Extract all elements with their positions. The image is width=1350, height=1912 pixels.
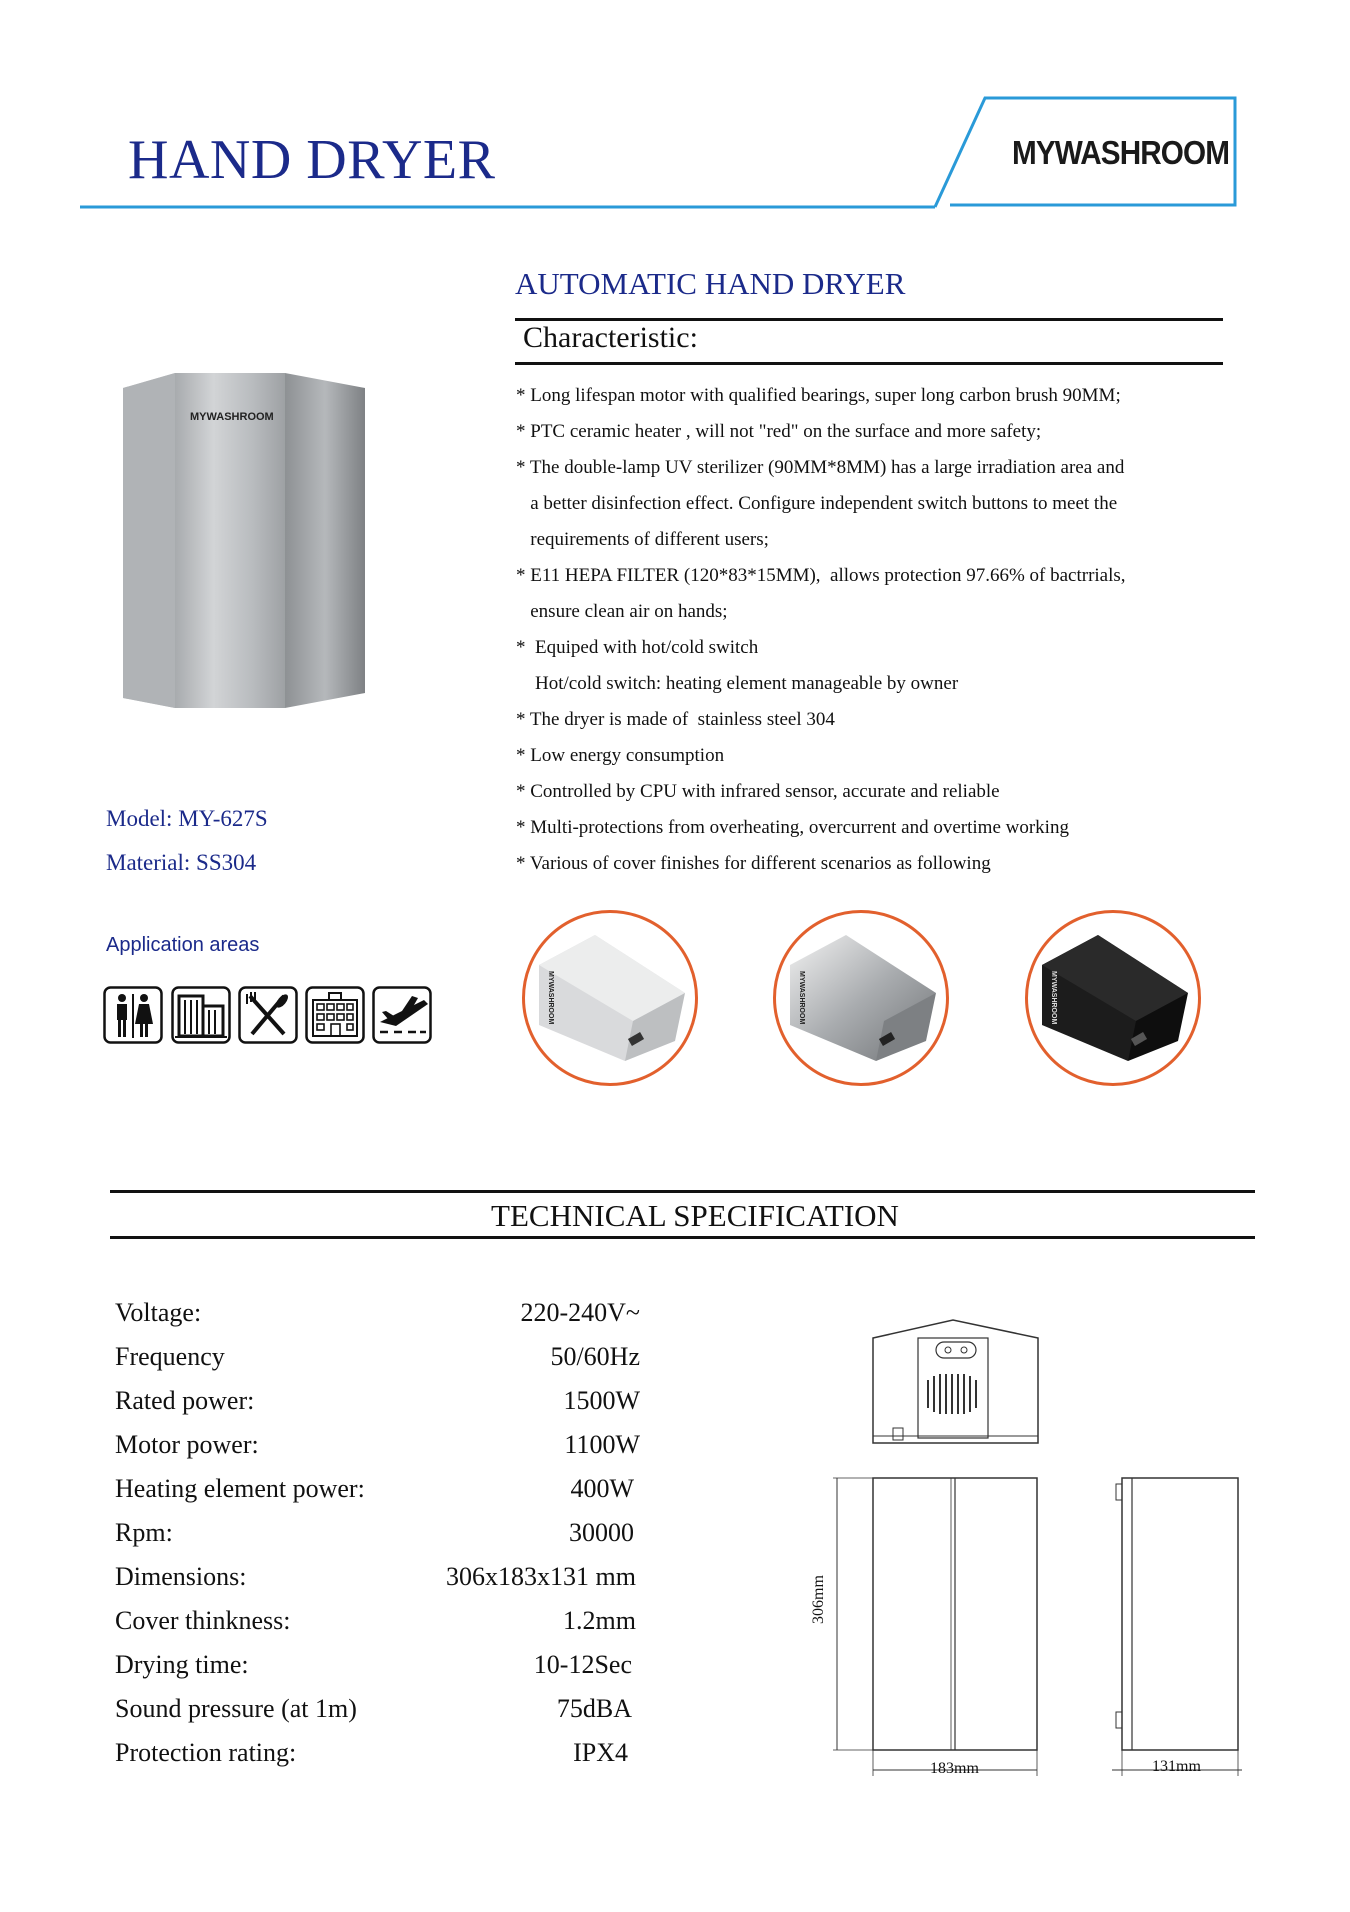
front-view-drawing: [815, 1470, 1045, 1782]
feature-item: * Various of cover finishes for different scenarios as following: [516, 853, 991, 874]
characteristic-heading: Characteristic:: [523, 321, 698, 354]
brand-logo: MYWASHROOM: [1012, 134, 1230, 171]
spec-label: Sound pressure (at 1m): [115, 1694, 357, 1723]
restroom-icon: [103, 986, 163, 1044]
spec-value: 1100W: [564, 1430, 640, 1459]
feature-item: * The dryer is made of stainless steel 304: [516, 709, 835, 730]
feature-item: Hot/cold switch: heating element manageable by owner: [516, 673, 959, 694]
feature-item: * Multi-protections from overheating, overcurrent and overtime working: [516, 817, 1069, 838]
variant-stainless: [773, 910, 949, 1086]
divider-bottom: [515, 362, 1223, 365]
feature-item: * PTC ceramic heater , will not "red" on the surface and more safety;: [516, 421, 1042, 442]
application-areas-label: Application areas: [106, 934, 260, 956]
spec-label: Cover thinkness:: [115, 1606, 291, 1635]
spec-label: Motor power:: [115, 1430, 259, 1459]
spec-label: Rpm:: [115, 1518, 173, 1547]
feature-item: * E11 HEPA FILTER (120*83*15MM), allows protection 97.66% of bactrrials,: [516, 565, 1126, 586]
airport-icon: [372, 986, 432, 1044]
side-view-drawing: [1110, 1470, 1245, 1782]
variant-brand-text: MYWASHROOM: [547, 971, 554, 1025]
spec-value: 50/60Hz: [550, 1342, 640, 1371]
spec-value: 400W: [570, 1474, 634, 1503]
feature-item: ensure clean air on hands;: [516, 601, 728, 622]
depth-dimension: 131mm: [1152, 1758, 1201, 1775]
feature-item: * Low energy consumption: [516, 745, 725, 766]
variant-white: [522, 910, 698, 1086]
spec-label: Frequency: [115, 1342, 225, 1371]
feature-item: * Equiped with hot/cold switch: [516, 637, 759, 658]
restaurant-icon: [238, 986, 298, 1044]
spec-value: 75dBA: [556, 1694, 632, 1723]
header-lines: [0, 0, 1350, 230]
feature-item: * Controlled by CPU with infrared sensor, accurate and reliable: [516, 781, 1000, 802]
spec-value: IPX4: [573, 1738, 628, 1767]
page-title: HAND DRYER: [128, 129, 496, 191]
image-brand-text: MYWASHROOM: [190, 411, 274, 423]
feature-item: requirements of different users;: [516, 529, 769, 550]
tech-divider-top: [110, 1190, 1255, 1193]
variant-brand-text: MYWASHROOM: [1050, 971, 1057, 1025]
feature-item: * The double-lamp UV sterilizer (90MM*8MM) has a large irradiation area and: [516, 457, 1125, 478]
feature-item: * Long lifespan motor with qualified bearings, super long carbon brush 90MM;: [516, 385, 1121, 406]
spec-value: 30000: [569, 1518, 634, 1547]
spec-value: 220-240V~: [520, 1298, 640, 1327]
height-dimension: 306mm: [810, 1575, 827, 1624]
variant-brand-text: MYWASHROOM: [798, 971, 805, 1025]
spec-label: Rated power:: [115, 1386, 255, 1415]
width-dimension: 183mm: [930, 1760, 979, 1777]
spec-label: Drying time:: [115, 1650, 249, 1679]
spec-label: Heating element power:: [115, 1474, 365, 1503]
feature-list: [516, 378, 1216, 882]
top-view-drawing: [868, 1318, 1048, 1446]
hotel-icon: [305, 986, 365, 1044]
material-label: Material: SS304: [106, 850, 257, 875]
feature-item: a better disinfection effect. Configure independent switch buttons to meet the: [516, 493, 1118, 514]
spec-label: Voltage:: [115, 1298, 202, 1327]
tech-divider-bottom: [110, 1236, 1255, 1239]
model-label: Model: MY-627S: [106, 806, 268, 831]
product-subtitle: AUTOMATIC HAND DRYER: [515, 266, 906, 301]
spec-value: 1.2mm: [563, 1606, 636, 1635]
office-building-icon: [171, 986, 231, 1044]
product-image: [115, 368, 375, 708]
spec-value: 10-12Sec: [533, 1650, 632, 1679]
spec-label: Dimensions:: [115, 1562, 247, 1591]
spec-value: 306x183x131 mm: [446, 1562, 636, 1591]
spec-label: Protection rating:: [115, 1738, 297, 1767]
spec-value: 1500W: [563, 1386, 640, 1415]
variant-black: [1025, 910, 1201, 1086]
tech-spec-title: TECHNICAL SPECIFICATION: [491, 1198, 899, 1233]
